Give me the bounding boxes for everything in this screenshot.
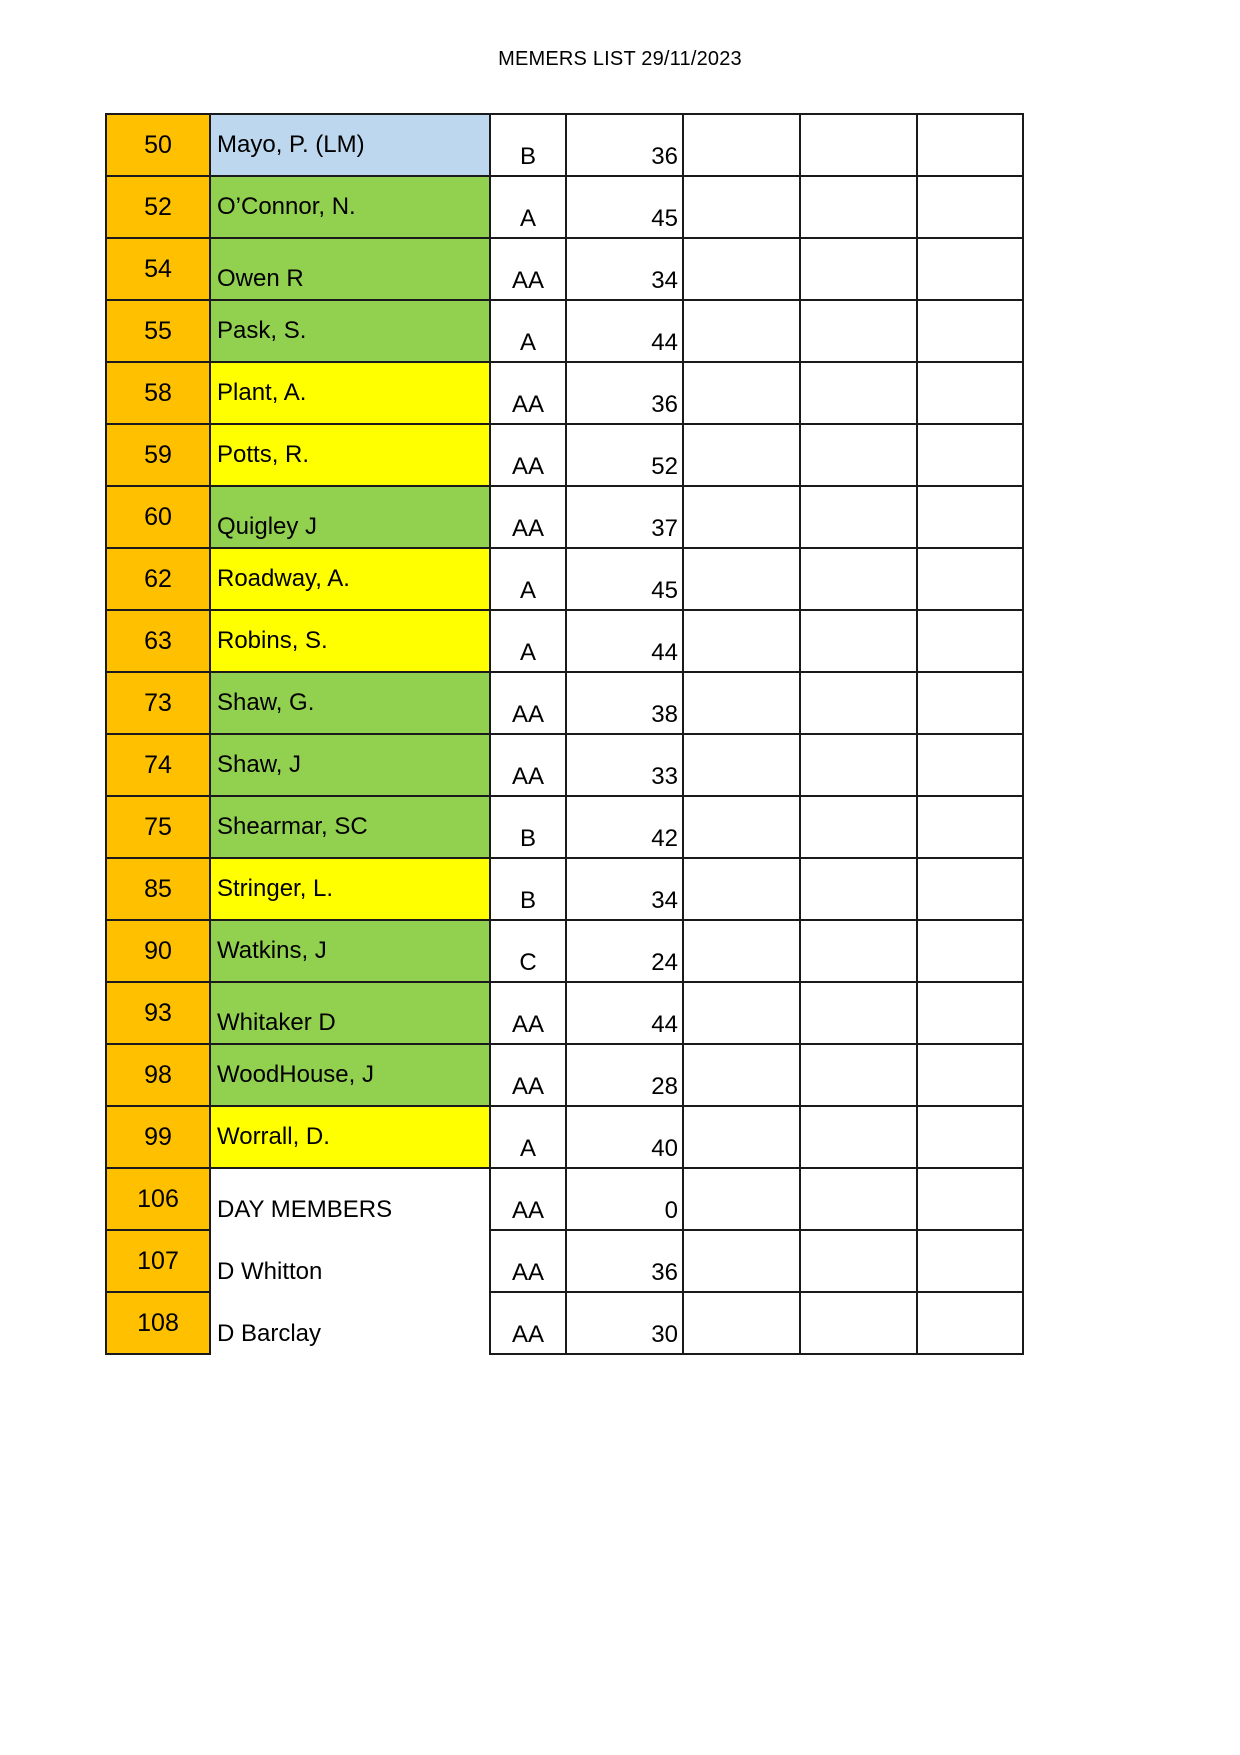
blank-cell	[917, 734, 1023, 796]
member-number-cell: 54	[106, 238, 210, 300]
blank-cell	[800, 734, 917, 796]
member-row	[106, 1168, 1023, 1230]
blank-cell	[683, 982, 800, 1044]
member-name-cell: Roadway, A.	[210, 548, 490, 610]
blank-cell	[683, 176, 800, 238]
member-value-cell: 34	[566, 238, 683, 300]
member-name-cell: DAY MEMBERS	[210, 1168, 490, 1230]
member-row	[106, 982, 1023, 1044]
blank-cell	[683, 362, 800, 424]
blank-cell	[917, 176, 1023, 238]
blank-cell	[683, 610, 800, 672]
member-number-cell: 74	[106, 734, 210, 796]
member-number-cell: 90	[106, 920, 210, 982]
member-name-cell: Mayo, P. (LM)	[210, 114, 490, 176]
member-number-cell: 60	[106, 486, 210, 548]
blank-cell	[800, 238, 917, 300]
member-value-cell: 44	[566, 610, 683, 672]
blank-cell	[800, 796, 917, 858]
blank-cell	[917, 672, 1023, 734]
blank-cell	[683, 548, 800, 610]
blank-cell	[683, 796, 800, 858]
member-row	[106, 300, 1023, 362]
member-value-cell: 37	[566, 486, 683, 548]
member-row	[106, 1106, 1023, 1168]
blank-cell	[683, 672, 800, 734]
blank-cell	[917, 1168, 1023, 1230]
member-row	[106, 858, 1023, 920]
blank-cell	[683, 858, 800, 920]
member-class-cell: AA	[490, 362, 566, 424]
member-class-cell: A	[490, 1106, 566, 1168]
member-row	[106, 796, 1023, 858]
blank-cell	[917, 982, 1023, 1044]
member-name-cell: WoodHouse, J	[210, 1044, 490, 1106]
member-row	[106, 734, 1023, 796]
member-number-cell: 98	[106, 1044, 210, 1106]
blank-cell	[800, 114, 917, 176]
blank-cell	[800, 362, 917, 424]
member-row	[106, 362, 1023, 424]
member-value-cell: 44	[566, 300, 683, 362]
blank-cell	[683, 300, 800, 362]
member-value-cell: 36	[566, 114, 683, 176]
blank-cell	[800, 300, 917, 362]
member-row	[106, 920, 1023, 982]
blank-cell	[800, 486, 917, 548]
blank-cell	[800, 1230, 917, 1292]
blank-cell	[683, 734, 800, 796]
blank-cell	[800, 1168, 917, 1230]
member-value-cell: 52	[566, 424, 683, 486]
blank-cell	[800, 1044, 917, 1106]
member-row	[106, 1292, 1023, 1354]
member-name-cell: Quigley J	[210, 486, 490, 548]
blank-cell	[683, 424, 800, 486]
blank-cell	[800, 672, 917, 734]
member-value-cell: 44	[566, 982, 683, 1044]
blank-cell	[800, 982, 917, 1044]
member-number-cell: 73	[106, 672, 210, 734]
member-value-cell: 36	[566, 1230, 683, 1292]
member-value-cell: 33	[566, 734, 683, 796]
member-name-cell: Whitaker D	[210, 982, 490, 1044]
member-value-cell: 40	[566, 1106, 683, 1168]
blank-cell	[800, 1106, 917, 1168]
member-class-cell: B	[490, 114, 566, 176]
member-row	[106, 114, 1023, 176]
blank-cell	[800, 176, 917, 238]
member-class-cell: AA	[490, 1044, 566, 1106]
blank-cell	[917, 424, 1023, 486]
member-name-cell: Shearmar, SC	[210, 796, 490, 858]
member-name-cell: Shaw, G.	[210, 672, 490, 734]
member-class-cell: AA	[490, 424, 566, 486]
blank-cell	[683, 1106, 800, 1168]
member-number-cell: 93	[106, 982, 210, 1044]
blank-cell	[917, 548, 1023, 610]
blank-cell	[683, 920, 800, 982]
member-class-cell: B	[490, 796, 566, 858]
member-name-cell: Owen R	[210, 238, 490, 300]
blank-cell	[917, 858, 1023, 920]
member-number-cell: 62	[106, 548, 210, 610]
member-number-cell: 107	[106, 1230, 210, 1292]
member-value-cell: 28	[566, 1044, 683, 1106]
member-number-cell: 58	[106, 362, 210, 424]
member-row	[106, 672, 1023, 734]
blank-cell	[683, 1168, 800, 1230]
member-value-cell: 24	[566, 920, 683, 982]
member-number-cell: 55	[106, 300, 210, 362]
member-row	[106, 424, 1023, 486]
member-class-cell: AA	[490, 1230, 566, 1292]
blank-cell	[917, 610, 1023, 672]
member-name-cell: Stringer, L.	[210, 858, 490, 920]
member-number-cell: 85	[106, 858, 210, 920]
member-name-cell: Shaw, J	[210, 734, 490, 796]
member-number-cell: 75	[106, 796, 210, 858]
member-value-cell: 45	[566, 176, 683, 238]
member-class-cell: AA	[490, 982, 566, 1044]
member-class-cell: A	[490, 176, 566, 238]
member-class-cell: AA	[490, 238, 566, 300]
blank-cell	[683, 238, 800, 300]
blank-cell	[683, 114, 800, 176]
blank-cell	[800, 424, 917, 486]
member-row	[106, 176, 1023, 238]
page-title: MEMERS LIST 29/11/2023	[498, 48, 742, 70]
member-number-cell: 52	[106, 176, 210, 238]
members-table	[105, 113, 1024, 1355]
member-class-cell: A	[490, 300, 566, 362]
member-value-cell: 45	[566, 548, 683, 610]
blank-cell	[917, 300, 1023, 362]
member-class-cell: AA	[490, 734, 566, 796]
blank-cell	[683, 1044, 800, 1106]
member-value-cell: 30	[566, 1292, 683, 1354]
member-class-cell: AA	[490, 486, 566, 548]
member-number-cell: 50	[106, 114, 210, 176]
member-name-cell: Worrall, D.	[210, 1106, 490, 1168]
member-class-cell: AA	[490, 1292, 566, 1354]
member-value-cell: 0	[566, 1168, 683, 1230]
member-row	[106, 1230, 1023, 1292]
member-class-cell: B	[490, 858, 566, 920]
member-class-cell: A	[490, 610, 566, 672]
member-row	[106, 238, 1023, 300]
member-name-cell: D Barclay	[210, 1292, 490, 1354]
member-name-cell: Plant, A.	[210, 362, 490, 424]
member-row	[106, 486, 1023, 548]
member-value-cell: 36	[566, 362, 683, 424]
member-name-cell: Potts, R.	[210, 424, 490, 486]
blank-cell	[917, 114, 1023, 176]
member-row	[106, 548, 1023, 610]
blank-cell	[917, 1106, 1023, 1168]
member-number-cell: 106	[106, 1168, 210, 1230]
blank-cell	[800, 920, 917, 982]
blank-cell	[800, 858, 917, 920]
member-name-cell: D Whitton	[210, 1230, 490, 1292]
member-class-cell: A	[490, 548, 566, 610]
member-number-cell: 63	[106, 610, 210, 672]
member-number-cell: 99	[106, 1106, 210, 1168]
member-value-cell: 34	[566, 858, 683, 920]
blank-cell	[917, 362, 1023, 424]
blank-cell	[800, 548, 917, 610]
member-class-cell: AA	[490, 1168, 566, 1230]
blank-cell	[917, 1230, 1023, 1292]
member-row	[106, 1044, 1023, 1106]
member-name-cell: O’Connor, N.	[210, 176, 490, 238]
member-class-cell: AA	[490, 672, 566, 734]
member-class-cell: C	[490, 920, 566, 982]
members-table-body	[106, 114, 1023, 1354]
blank-cell	[917, 238, 1023, 300]
member-number-cell: 108	[106, 1292, 210, 1354]
member-name-cell: Robins, S.	[210, 610, 490, 672]
member-value-cell: 42	[566, 796, 683, 858]
member-row	[106, 610, 1023, 672]
blank-cell	[683, 486, 800, 548]
blank-cell	[683, 1230, 800, 1292]
member-name-cell: Watkins, J	[210, 920, 490, 982]
blank-cell	[683, 1292, 800, 1354]
member-number-cell: 59	[106, 424, 210, 486]
blank-cell	[800, 1292, 917, 1354]
blank-cell	[917, 1292, 1023, 1354]
member-name-cell: Pask, S.	[210, 300, 490, 362]
blank-cell	[917, 486, 1023, 548]
blank-cell	[917, 1044, 1023, 1106]
blank-cell	[917, 920, 1023, 982]
member-value-cell: 38	[566, 672, 683, 734]
blank-cell	[800, 610, 917, 672]
blank-cell	[917, 796, 1023, 858]
